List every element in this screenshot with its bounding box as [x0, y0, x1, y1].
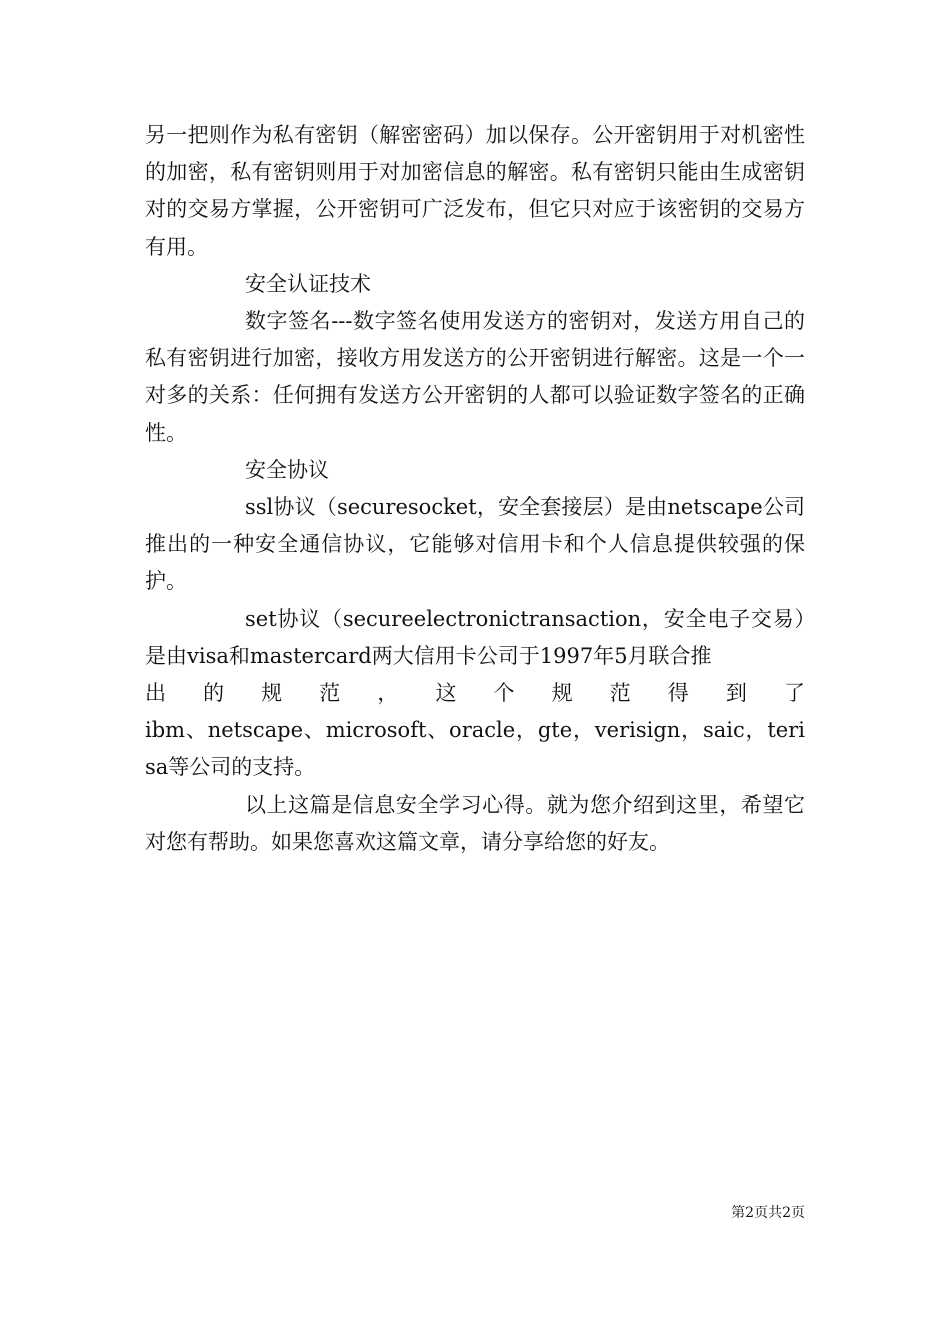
document-body — [145, 117, 805, 861]
section-heading-auth-tech: 安全认证技术 — [245, 271, 371, 296]
paragraph-closing: 以上这篇是信息安全学习心得。就为您介绍到这里，希望它对您有帮助。如果您喜欢这篇文章，请分享给您的好友。 — [145, 792, 805, 854]
paragraph-set-part3: ibm、netscape、microsoft、oracle，gte，verisign，saic，teri — [145, 718, 805, 743]
paragraph-set-part4: sa等公司的支持。 — [145, 755, 316, 780]
paragraph-digital-signature: 数字签名---数字签名使用发送方的密钥对，发送方用自己的私有密钥进行加密，接收方用发送方的公开密钥进行解密。这是一个一对多的关系：任何拥有发送方公开密钥的人都可以验证数字签名的正确性。 — [145, 309, 805, 445]
page-number-footer: 第2页共2页 — [731, 1205, 805, 1221]
paragraph-key-explanation: 另一把则作为私有密钥（解密密码）加以保存。公开密钥用于对机密性的加密，私有密钥则用于对加密信息的解密。私有密钥只能由生成密钥对的交易方掌握，公开密钥可广泛发布，但它只对应于该密钥的交易方有用。 — [145, 123, 805, 259]
paragraph-set-part1: set协议（secureelectronictransaction，安全电子交易）是由visa和mastercard两大信用卡公司于1997年5月联合推 — [145, 606, 805, 668]
paragraph-set-part2: 出 的 规 范 ， 这 个 规 范 得 到 了 — [145, 681, 805, 706]
section-heading-protocols: 安全协议 — [245, 457, 329, 482]
paragraph-ssl: ssl协议（securesocket，安全套接层）是由netscape公司推出的一种安全通信协议，它能够对信用卡和个人信息提供较强的保护。 — [145, 495, 805, 594]
